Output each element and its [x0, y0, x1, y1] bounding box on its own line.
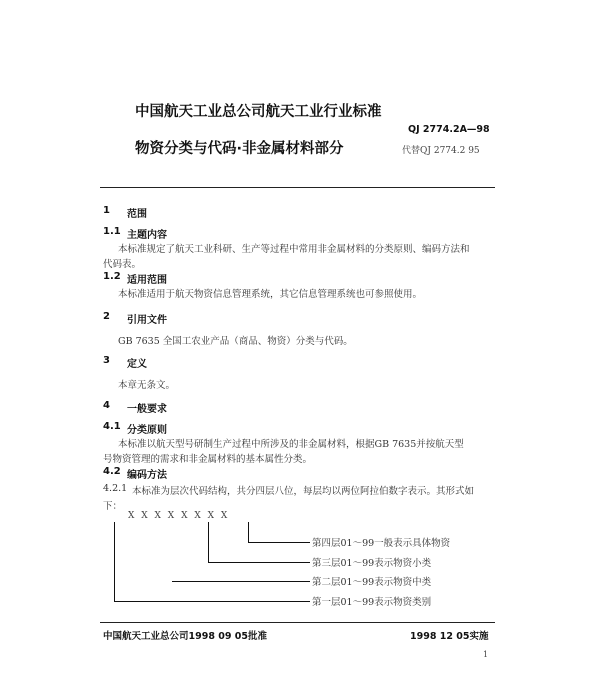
approval-date: 中国航天工业总公司1998 09 05批准: [103, 631, 267, 642]
connector-layer2-h: [172, 581, 310, 582]
section-number: 4.1: [103, 421, 121, 432]
standard-code: QJ 2774.2A—98: [408, 124, 490, 135]
paragraph-line: 下：: [103, 501, 123, 512]
section-number: 1.2: [103, 271, 121, 282]
section-number: 1.1: [103, 226, 121, 237]
section-title: 分类原则: [127, 425, 167, 436]
paragraph-line: GB 7635 全国工农业产品（商品、物资）分类与代码。: [118, 336, 353, 347]
connector-layer3-h: [208, 562, 310, 563]
paragraph-line: 本标准以航天型号研制生产过程中所涉及的非金属材料，根据GB 7635并按航天型: [118, 439, 464, 450]
doc-title: 物资分类与代码·非金属材料部分: [135, 141, 344, 157]
section-title: 编码方法: [127, 470, 167, 481]
replaces-code: 代替QJ 2774.2 95: [402, 146, 480, 156]
section-number: 2: [103, 311, 110, 322]
paragraph-line: 本章无条文。: [118, 380, 176, 391]
connector-layer4: [248, 522, 249, 543]
connector-layer1-h: [114, 601, 310, 602]
section-title: 适用范围: [127, 275, 167, 286]
code-placeholder: X X X X X X X X: [128, 511, 230, 521]
section-title: 定义: [127, 359, 147, 370]
paragraph-line: 本标准适用于航天物资信息管理系统，其它信息管理系统也可参照使用。: [118, 289, 423, 300]
paragraph-line: 代码表。: [103, 259, 142, 270]
connector-layer1: [114, 522, 115, 601]
section-title: 引用文件: [127, 315, 167, 326]
section-number: 4.2.1: [103, 483, 128, 494]
connector-layer4-h: [248, 542, 310, 543]
paragraph-line: 本标准规定了航天工业科研、生产等过程中常用非金属材料的分类原则、编码方法和: [118, 244, 470, 255]
section-title: 一般要求: [127, 404, 167, 415]
header-rule: [100, 187, 495, 188]
section-number: 4.2: [103, 466, 121, 477]
layer4-label: 第四层01～99一般表示具体物资: [312, 538, 451, 549]
section-title: 范围: [127, 209, 147, 220]
section-title: 主题内容: [127, 230, 167, 241]
paragraph-line: 号物资管理的需求和非金属材料的基本属性分类。: [103, 454, 313, 465]
connector-layer3: [208, 522, 209, 563]
implementation-date: 1998 12 05实施: [410, 631, 489, 642]
layer2-label: 第二层01～99表示物资中类: [312, 577, 432, 588]
layer3-label: 第三层01～99表示物资小类: [312, 558, 432, 569]
layer1-label: 第一层01～99表示物资类别: [312, 597, 432, 608]
section-number: 3: [103, 355, 110, 366]
section-number: 1: [103, 205, 110, 216]
footer-rule: [100, 622, 495, 623]
org-title: 中国航天工业总公司航天工业行业标准: [135, 104, 382, 120]
page-number: 1: [483, 650, 489, 659]
paragraph-line: 本标准为层次代码结构，共分四层八位，每层均以两位阿拉伯数字表示。其形式如: [132, 486, 475, 497]
section-number: 4: [103, 400, 110, 411]
